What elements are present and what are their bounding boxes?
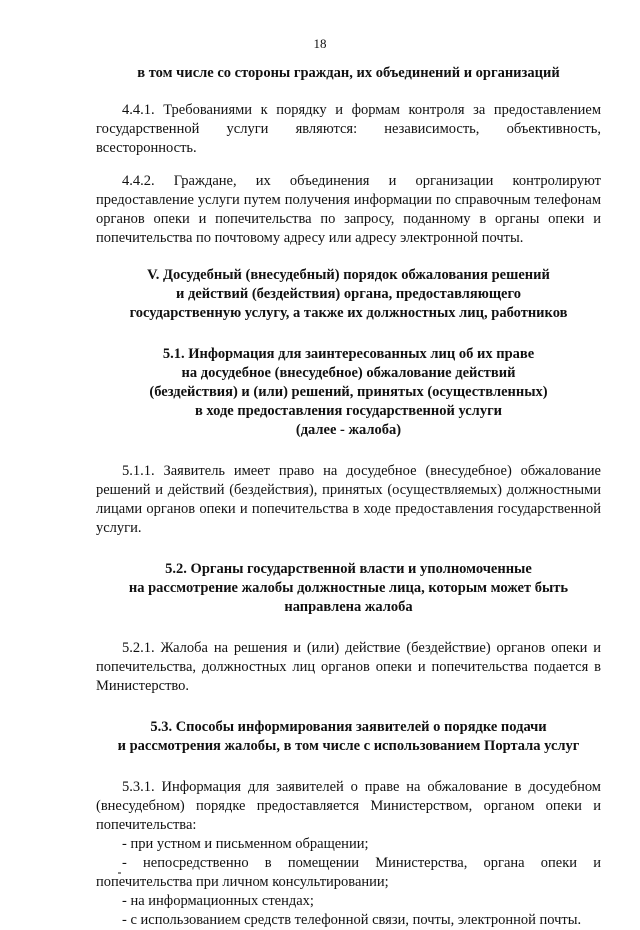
section-5-1-heading-line: (далее - жалоба) — [295, 422, 402, 438]
section-5-3-heading-line: 5.3. Способы информирования заявителей о порядке подачи — [150, 719, 547, 735]
document-body — [96, 64, 601, 930]
section-v-heading — [96, 266, 601, 323]
section-v-heading-line: и действий (бездействия) органа, предоставляющего — [176, 286, 521, 302]
section-5-1-heading-line: (бездействия) и (или) решений, принятых (осуществленных) — [149, 384, 548, 400]
list-item: - при устном и письменном обращении; — [122, 836, 369, 852]
section-5-2-heading — [96, 560, 601, 617]
section-5-1-heading-line: в ходе предоставления государственной услуги — [194, 403, 503, 419]
list-item: - с использованием средств телефонной связи, почты, электронной почты. — [122, 912, 582, 928]
paragraph-5-1-1: 5.1.1. Заявитель имеет право на досудебное (внесудебное) обжалование решений и действий (бездействия), принятых (осуществляемых) должностными лицами органов опеки и попечительства в ходе предоставления государственной услуги. — [96, 463, 601, 536]
intro-heading: в том числе со стороны граждан, их объединений и организаций — [137, 65, 560, 81]
section-v-heading-line: V. Досудебный (внесудебный) порядок обжалования решений — [147, 267, 550, 283]
section-5-2-heading-line: направлена жалоба — [284, 599, 413, 615]
page-number: 18 — [313, 36, 327, 51]
paragraph-4-4-1: 4.4.1. Требованиями к порядку и формам контроля за предоставлением государственной услуги являются: независимость, объективность, всесторонность. — [96, 102, 601, 156]
section-5-1-heading-line: на досудебное (внесудебное) обжалование действий — [181, 365, 516, 381]
paragraph-5-2-1: 5.2.1. Жалоба на решения и (или) действие (бездействие) органов опеки и попечительства, должностных лиц органов опеки и попечительства подается в Министерство. — [96, 640, 601, 694]
list-item: - непосредственно в помещении Министерства, органа опеки и попечительства при личном консультировании; — [96, 855, 601, 890]
paragraph-4-4-2: 4.4.2. Граждане, их объединения и организации контролируют предоставление услуги путем получения информации по справочным телефонам органов опеки и попечительства по запросу, поданному в органы опеки и попечительства по почтовому адресу или адресу электронной почты. — [96, 173, 601, 246]
section-5-2-heading-line: на рассмотрение жалобы должностные лица, которым может быть — [128, 580, 569, 596]
section-5-1-heading — [96, 345, 601, 440]
section-5-1-heading-line: 5.1. Информация для заинтересованных лиц об их праве — [162, 346, 535, 362]
section-5-3-heading — [96, 718, 601, 756]
section-v-heading-line: государственную услугу, а также их должностных лиц, работников — [129, 305, 568, 321]
list-item: - на информационных стендах; — [122, 893, 314, 909]
section-5-3-heading-line: и рассмотрения жалобы, в том числе с использованием Портала услуг — [117, 738, 580, 754]
section-5-2-heading-line: 5.2. Органы государственной власти и уполномоченные — [165, 561, 532, 577]
paragraph-5-3-1: 5.3.1. Информация для заявителей о праве на обжалование в досудебном (внесудебном) порядке предоставляется Министерством, органом опеки и попечительства: — [96, 779, 601, 833]
scan-mark — [118, 872, 121, 874]
